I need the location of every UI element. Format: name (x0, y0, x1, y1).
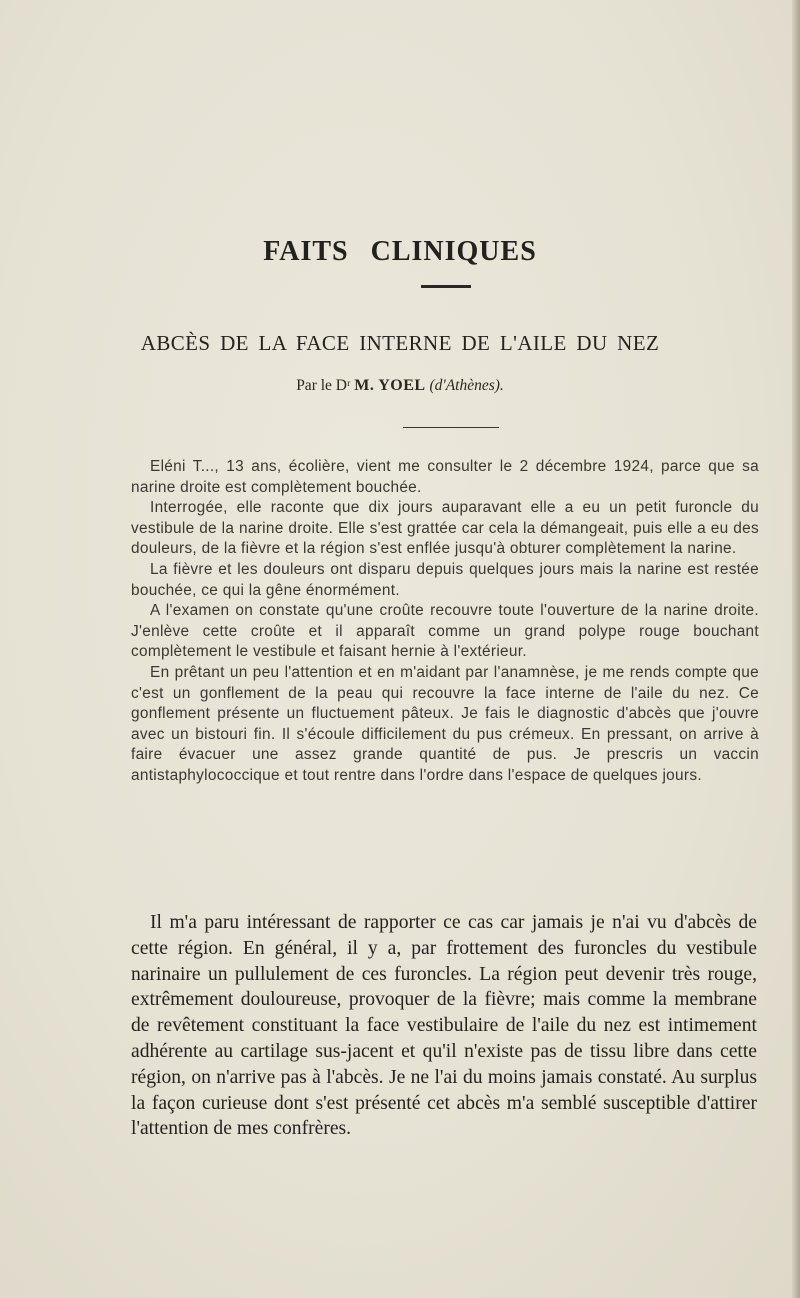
separator-rule (403, 427, 499, 428)
author-title: Dʳ (335, 377, 351, 394)
case-paragraph: La fièvre et les douleurs ont disparu depuis quelques jours mais la narine est restée bouchée, ce qui la gêne énormément. (131, 560, 759, 599)
article-title: ABCÈS DE LA FACE INTERNE DE L'AILE DU NEZ (140, 331, 660, 355)
author-prefix: Par le (296, 377, 332, 394)
title-underline (421, 285, 471, 288)
author-line (0, 377, 800, 395)
case-report (131, 457, 759, 787)
case-paragraph: En prêtant un peu l'attention et en m'aidant par l'anamnèse, je me rends compte que c'est un gonflement de la peau qui recouvre la face interne de l'aile du nez. Ce gonflement présente un fluctuement pâteux. Je fais le diagnostic d'abcès que j'ouvre avec un bistouri fin. Il s'écoule difficilement du pus crémeux. En pressant, on arrive à faire évacuer une assez grande quantité de pus. Je prescris un vaccin antistaphylococcique et tout rentre dans l'ordre dans l'espace de quelques jours. (131, 663, 759, 784)
section-title: FAITS CLINIQUES (263, 236, 537, 267)
page-edge-shadow (792, 0, 800, 1298)
case-paragraph: Interrogée, elle raconte que dix jours auparavant elle a eu un petit furoncle du vestibule de la narine droite. Elle s'est grattée car cela la démangeait, puis elle a eu des douleurs, de la fièvre et la région s'est enflée jusqu'à obturer complètement la narine. (131, 499, 759, 558)
case-paragraph: Eléni T..., 13 ans, écolière, vient me consulter le 2 décembre 1924, parce que sa narine droite est complètement bouchée. (131, 458, 759, 496)
case-paragraph: A l'examen on constate qu'une croûte recouvre toute l'ouverture de la narine droite. J'enlève cette croûte et il apparaît comme un grand polype rouge bouchant complètement le vestibule et faisant hernie à l'extérieur. (131, 602, 759, 661)
comment-paragraph: Il m'a paru intéressant de rapporter ce cas car jamais je n'ai vu d'abcès de cette région. En général, il y a, par frottement des furoncles du vestibule narinaire un pullulement de ces furoncles. La région peut devenir très rouge, extrêmement douloureuse, provoquer de la fièvre; mais comme la membrane de revêtement constituant la face vestibulaire de l'aile du nez est intimement adhérente au cartilage sus-jacent et qu'il n'existe pas de tissu libre dans cette région, on n'arrive pas à l'abcès. Je ne l'ai du moins jamais constaté. Au surplus la façon curieuse dont s'est présenté cet abcès m'a semblé susceptible d'attirer l'attention de mes confrères. (131, 912, 757, 1140)
author-name: M. YOEL (354, 377, 426, 394)
commentary (131, 910, 757, 1142)
author-affiliation: (d'Athènes). (429, 377, 504, 394)
